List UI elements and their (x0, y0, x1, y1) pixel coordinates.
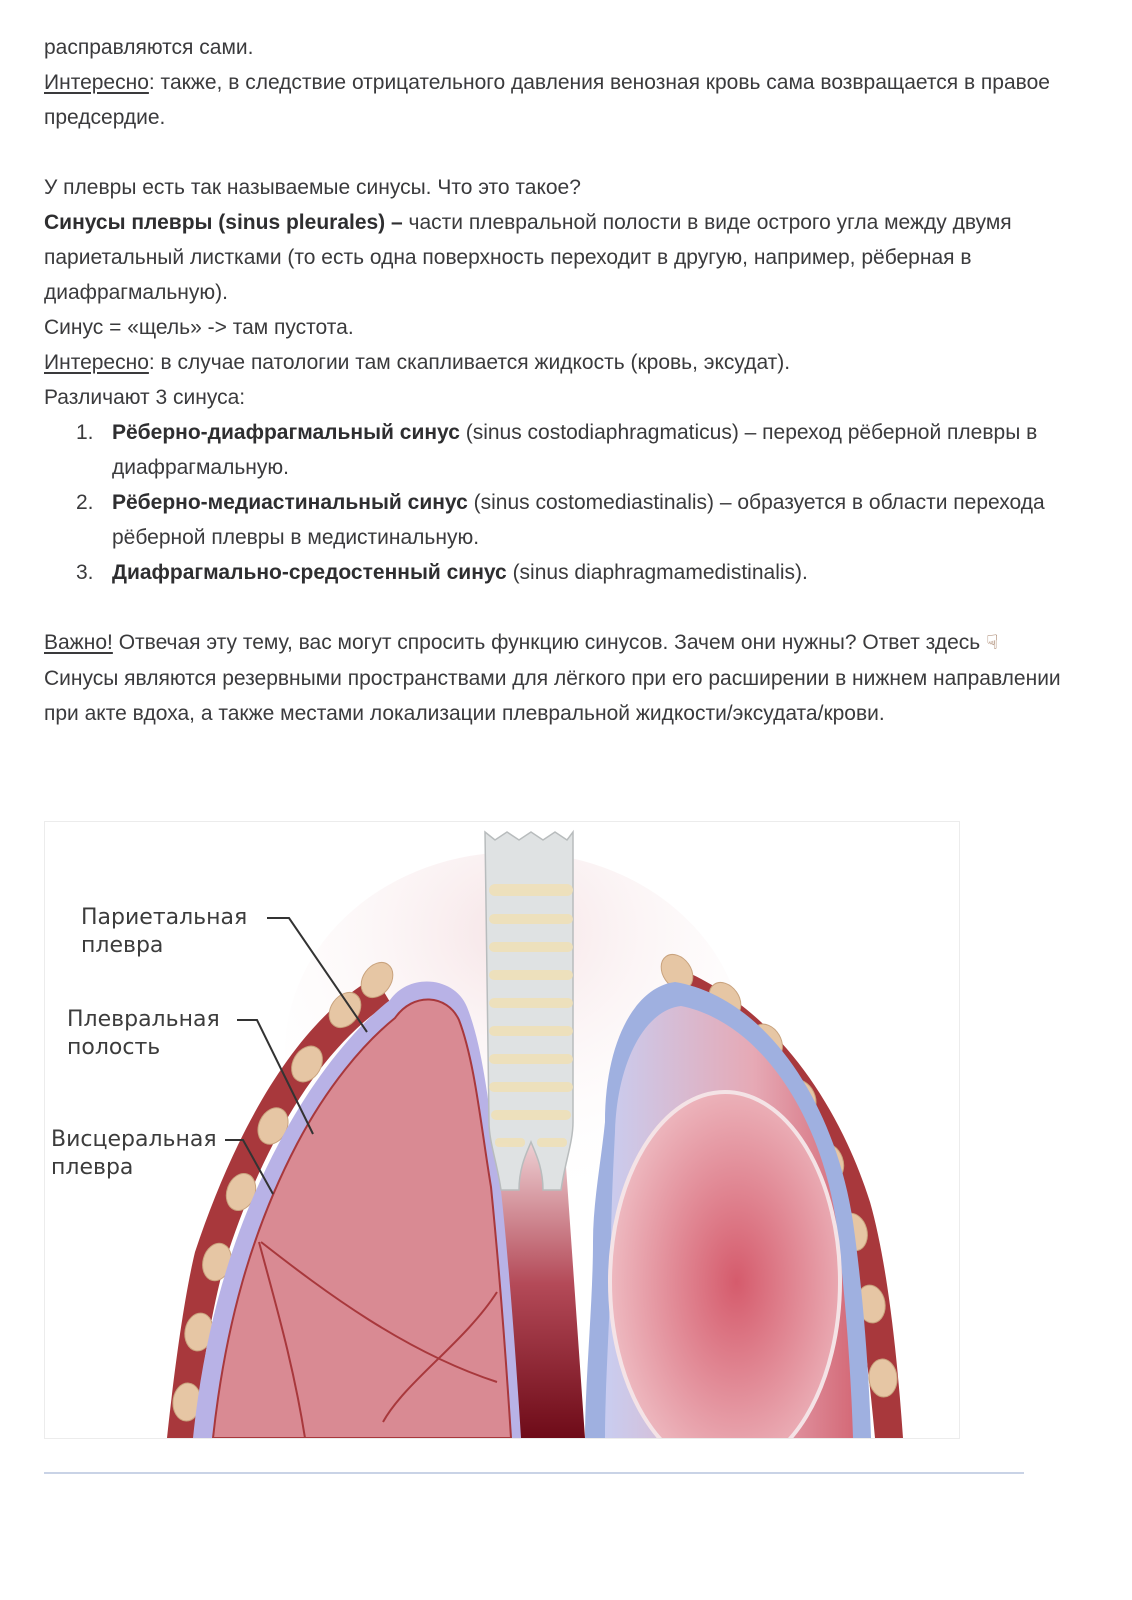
sinus-desc: (sinus costomediastinalis) – образуется в области перехода рёберной плевры в медистинальную. (112, 491, 1045, 549)
list-item (44, 415, 1084, 485)
paragraph: расправляются сами. (44, 36, 254, 59)
list-item (44, 555, 1084, 590)
label-visceral-pleura: плевра (51, 1155, 134, 1180)
label-visceral-pleura: Висцеральная (51, 1127, 217, 1152)
list-item (44, 485, 1084, 555)
right-lung-cavity (610, 1092, 840, 1438)
pleura-illustration (44, 821, 960, 1439)
sinus-name: Рёберно-диафрагмальный синус (112, 421, 460, 444)
paragraph: У плевры есть так называемые синусы. Что это такое? (44, 176, 581, 199)
sinus-desc: (sinus costodiaphragmaticus) – переход рёберной плевры в диафрагмальную. (112, 421, 1038, 479)
document-body (44, 30, 1084, 731)
paragraph-text: : также, в следствие отрицательного давления венозная кровь сама возвращается в правое предсердие. (44, 71, 1050, 129)
list-number: 3. (76, 561, 94, 584)
sinus-desc: (sinus diaphragmamedistinalis). (506, 561, 808, 584)
term-bold: Синусы плевры (sinus pleurales) – (44, 211, 403, 234)
paragraph: Различают 3 синуса: (44, 386, 246, 409)
paragraph (44, 205, 1084, 310)
list-number: 1. (76, 421, 94, 444)
label-parietal-pleura: Париетальная (81, 905, 248, 930)
pointing-down-hand-icon: ☟ (986, 632, 999, 654)
paragraph (44, 65, 1084, 135)
underlined-lead: Интересно (44, 71, 149, 94)
underlined-lead: Важно! (44, 631, 113, 654)
sinus-list (44, 415, 1084, 590)
pleura-diagram (45, 822, 959, 1438)
label-pleural-cavity: полость (67, 1035, 161, 1060)
horizontal-divider (44, 1472, 1024, 1474)
list-number: 2. (76, 491, 94, 514)
underlined-lead: Интересно (44, 351, 149, 374)
paragraph: Синус = «щель» -> там пустота. (44, 316, 354, 339)
paragraph (44, 625, 1084, 661)
sinus-name: Диафрагмально-средостенный синус (112, 561, 507, 584)
paragraph (44, 345, 1084, 380)
paragraph: Синусы являются резервными пространствами для лёгкого при его расширении в нижнем направлении при акте вдоха, а также местами локализации плевральной жидкости/эксудата/крови. (44, 667, 1061, 725)
paragraph-text: Отвечая эту тему, вас могут спросить функцию синусов. Зачем они нужны? Ответ здесь (112, 631, 981, 654)
paragraph-text: : в случае патологии там скапливается жидкость (кровь, эксудат). (148, 351, 791, 374)
label-parietal-pleura: плевра (81, 933, 164, 958)
paragraph-text: части плевральной полости в виде острого угла между двумя париетальный листками (то есть одна поверхность переходит в другую, например, рёберная в диафрагмальную). (44, 211, 1012, 304)
trachea (485, 832, 573, 1190)
label-pleural-cavity: Плевральная (67, 1007, 220, 1032)
sinus-name: Рёберно-медиастинальный синус (112, 491, 468, 514)
